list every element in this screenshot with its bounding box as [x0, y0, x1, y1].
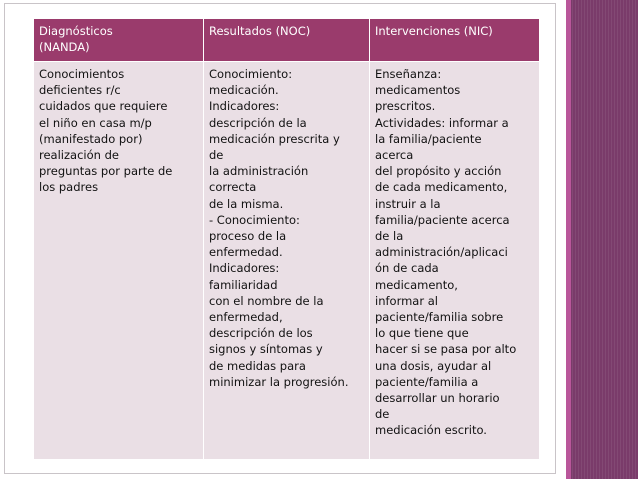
cell-intervenciones: Enseñanza: medicamentos prescritos. Actividades: informar a la familia/paciente acerca del propósito y acción de cada medicamento, instruir a la familia/paciente acerca de la administración/aplicaci ón de cada medicamento, informar al paciente/familia sobre lo que tiene que hacer si se pasa por alto una dosis, ayudar al paciente/familia a desarrollar un horario de medicación escrito.: [370, 62, 540, 460]
header-diagnosticos: Diagnósticos (NANDA): [34, 19, 204, 62]
cell-diagnostico: Conocimientos deficientes r/c cuidados que requiere el niño en casa m/p (manifestado por) realización de preguntas por parte de los padres: [34, 62, 204, 460]
care-plan-table: [33, 18, 540, 460]
table-header-row: [34, 19, 540, 62]
header-resultados: Resultados (NOC): [204, 19, 370, 62]
table-row: [34, 62, 540, 460]
header-intervenciones: Intervenciones (NIC): [370, 19, 540, 62]
cell-resultados: Conocimiento: medicación. Indicadores: descripción de la medicación prescrita y de la administración correcta de la misma. - Conocimiento: proceso de la enfermedad. Indicadores: familiaridad con el nombre de la enfermedad, descripción de los signos y síntomas y de medidas para minimizar la progresión.: [204, 62, 370, 460]
side-bar-accent-stripe: [566, 0, 571, 479]
decorative-side-bar: [566, 0, 638, 479]
